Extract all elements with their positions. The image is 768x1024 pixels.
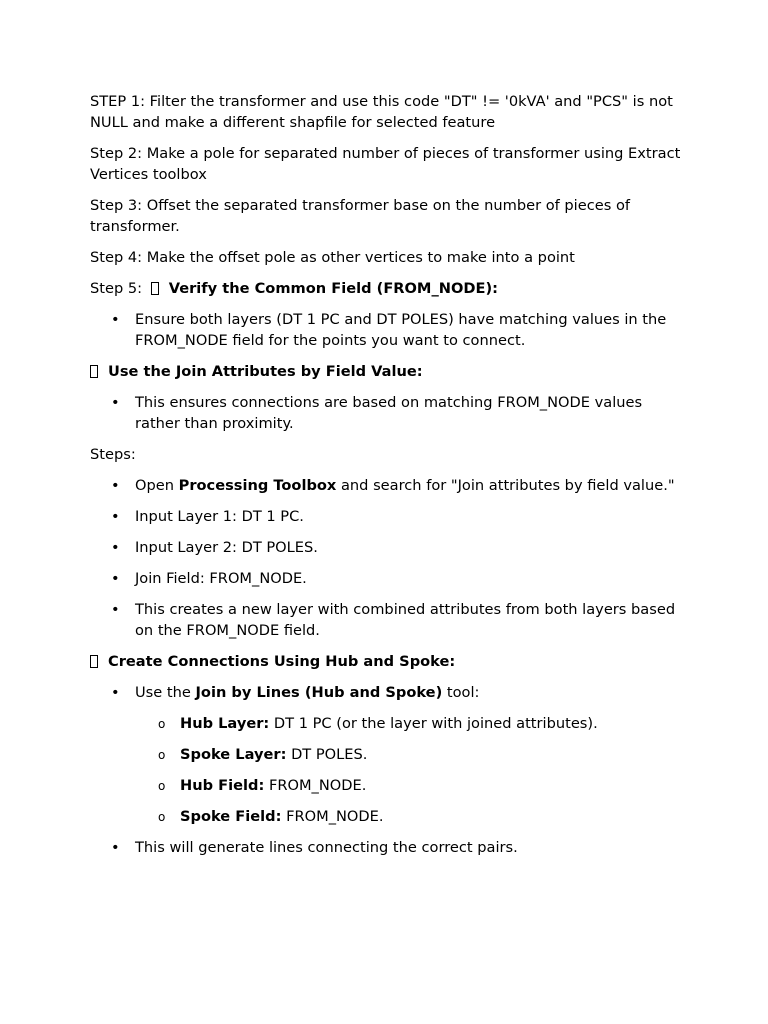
missing-glyph-icon	[90, 655, 98, 668]
step-5-heading	[90, 278, 690, 299]
sub-item-label: Spoke Field:	[180, 808, 282, 825]
open-prefix: Open	[135, 477, 174, 494]
step-1-text: STEP 1: Filter the transformer and use this code "DT" != '0kVA' and "PCS" is not NULL and make a different shapfile for selected feature	[90, 93, 673, 131]
sub-list-item	[135, 806, 690, 827]
bullet-icon: •	[111, 539, 120, 556]
list-item-text: Input Layer 2: DT POLES.	[135, 539, 318, 556]
bullet-icon: •	[111, 311, 120, 328]
use-suffix: tool:	[446, 684, 480, 701]
list-item	[90, 568, 690, 589]
list-item-text: Join Field: FROM_NODE.	[135, 570, 307, 587]
sub-item-label: Hub Layer:	[180, 715, 270, 732]
step-5-title: Verify the Common Field (FROM_NODE):	[168, 280, 498, 297]
sub-bullet-icon: o	[158, 748, 166, 762]
steps-list	[90, 475, 690, 641]
sub-list-item	[135, 775, 690, 796]
bullet-icon: •	[111, 477, 120, 494]
list-item	[90, 537, 690, 558]
step-5-prefix: Step 5:	[90, 280, 143, 297]
list-item	[90, 599, 690, 641]
sub-list-item	[135, 744, 690, 765]
list-item-text: This ensures connections are based on matching FROM_NODE values rather than proximity.	[135, 394, 643, 432]
list-item	[90, 506, 690, 527]
bullet-icon: •	[111, 601, 120, 618]
bullet-icon: •	[111, 839, 120, 856]
sub-item-value: DT POLES.	[291, 746, 368, 763]
use-prefix: Use the	[135, 684, 191, 701]
bullet-icon: •	[111, 394, 120, 411]
join-section-title: Use the Join Attributes by Field Value:	[108, 363, 423, 380]
missing-glyph-icon	[90, 365, 98, 378]
hub-section-title: Create Connections Using Hub and Spoke:	[108, 653, 456, 670]
list-item	[90, 475, 690, 496]
step-5-list	[90, 309, 690, 351]
list-item	[90, 309, 690, 351]
step-2-text: Step 2: Make a pole for separated number of pieces of transformer using Extract Vertices toolbox	[90, 145, 681, 183]
sub-item-value: DT 1 PC (or the layer with joined attributes).	[273, 715, 598, 732]
sub-bullet-icon: o	[158, 717, 166, 731]
step-3-text: Step 3: Offset the separated transformer base on the number of pieces of transformer.	[90, 197, 631, 235]
hub-sub-list	[135, 713, 690, 827]
bullet-icon: •	[111, 508, 120, 525]
sub-item-label: Spoke Layer:	[180, 746, 287, 763]
sub-item-value: FROM_NODE.	[268, 777, 367, 794]
sub-item-label: Hub Field:	[180, 777, 265, 794]
step-4-text: Step 4: Make the offset pole as other vertices to make into a point	[90, 249, 575, 266]
list-item	[90, 682, 690, 827]
join-section-heading	[90, 361, 690, 382]
sub-item-value: FROM_NODE.	[286, 808, 384, 825]
list-item	[90, 392, 690, 434]
open-suffix: and search for "Join attributes by field value."	[340, 477, 675, 494]
join-section-list	[90, 392, 690, 434]
hub-section-list	[90, 682, 690, 858]
document-body	[90, 91, 690, 868]
missing-glyph-icon	[151, 282, 159, 295]
hub-section-heading	[90, 651, 690, 672]
sub-bullet-icon: o	[158, 810, 166, 824]
list-item-text: Input Layer 1: DT 1 PC.	[135, 508, 304, 525]
list-item-text: This creates a new layer with combined attributes from both layers based on the FROM_NODE field.	[135, 601, 676, 639]
bullet-icon: •	[111, 570, 120, 587]
processing-toolbox-label: Processing Toolbox	[178, 477, 337, 494]
list-item	[90, 837, 690, 858]
list-item-text: Ensure both layers (DT 1 PC and DT POLES) have matching values in the FROM_NODE field for the points you want to connect.	[135, 311, 667, 349]
hub-and-spoke-tool-label: Join by Lines (Hub and Spoke)	[195, 684, 443, 701]
list-item-text: This will generate lines connecting the correct pairs.	[135, 839, 518, 856]
sub-list-item	[135, 713, 690, 734]
sub-bullet-icon: o	[158, 779, 166, 793]
bullet-icon: •	[111, 684, 120, 701]
steps-label: Steps:	[90, 446, 136, 463]
